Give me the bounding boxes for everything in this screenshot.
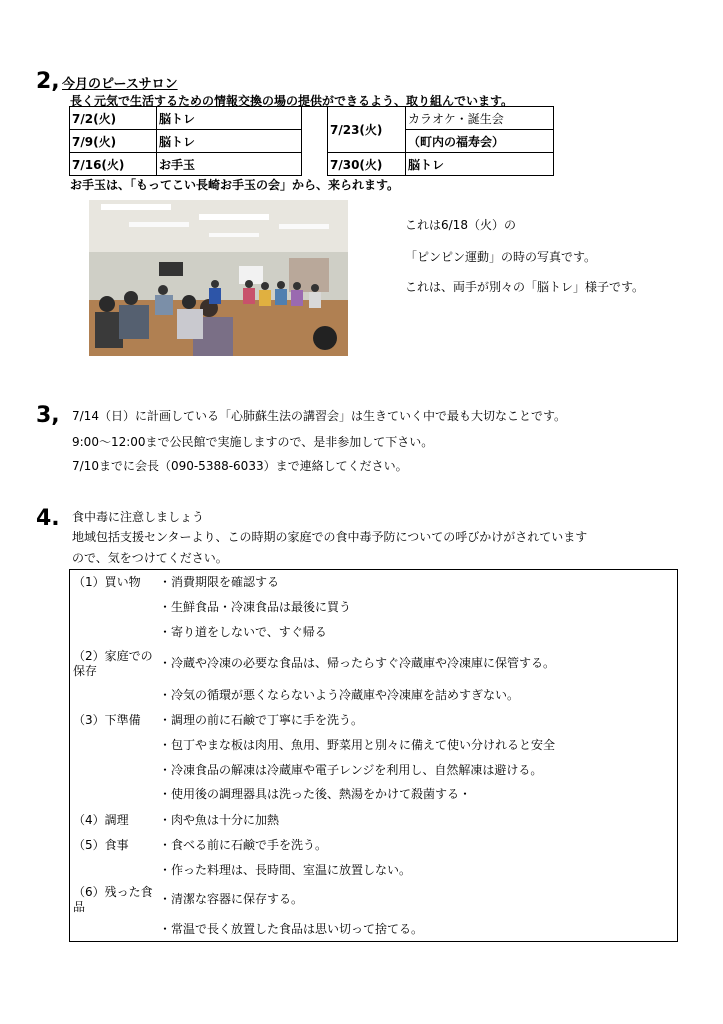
section-2-title: 今月のピースサロン	[62, 77, 178, 92]
category-label: （2）家庭での保存	[73, 649, 153, 678]
schedule-event: 脳トレ	[406, 153, 554, 176]
category-item: ・生鮮食品・冷凍食品は最後に買う	[159, 600, 352, 614]
section-4-intro-line1: 地域包括支援センターより、この時期の家庭での食中毒予防についての呼びかけがされています	[72, 530, 588, 544]
category-item: ・冷気の循環が悪くならないよう冷蔵庫や冷凍庫を詰めすぎない。	[159, 688, 520, 702]
section-3-number: 3,	[36, 403, 60, 428]
category-item: ・寄り道をしないで、すぐ帰る	[159, 625, 327, 639]
schedule-date: 7/23(火)	[328, 107, 406, 153]
section-4-number: 4.	[36, 506, 60, 531]
salon-photo-illustration	[89, 200, 348, 356]
schedule-event: 脳トレ	[157, 107, 302, 130]
schedule-row	[70, 130, 302, 153]
category-item: ・肉や魚は十分に加熱	[159, 813, 280, 827]
category-item: ・使用後の調理器具は洗った後、熱湯をかけて殺菌する・	[159, 787, 472, 801]
section-3-line3: 7/10までに会長（090-5388-6033）まで連絡してください。	[72, 459, 408, 473]
category-label: （1）買い物	[73, 575, 141, 589]
category-item: ・消費期限を確認する	[159, 575, 280, 589]
section-3-line2: 9:00～12:00まで公民館で実施しますので、是非参加して下さい。	[72, 435, 434, 449]
schedule-row	[70, 107, 302, 130]
category-item: ・食べる前に石鹸で手を洗う。	[159, 838, 328, 852]
category-item: ・作った料理は、長時間、室温に放置しない。	[159, 863, 412, 877]
schedule-date: 7/30(火)	[328, 153, 406, 176]
section-3-line1: 7/14（日）に計画している「心肺蘇生法の講習会」は生きていく中で最も大切なことです。	[72, 409, 566, 423]
salon-photo	[89, 200, 348, 356]
schedule-table-left	[69, 106, 302, 176]
category-item: ・冷凍食品の解凍は冷蔵庫や電子レンジを利用し、自然解凍は避ける。	[159, 763, 543, 777]
category-item: ・常温で長く放置した食品は思い切って捨てる。	[159, 922, 424, 936]
category-label: （6）残った食品	[73, 885, 153, 914]
category-label: （4）調理	[73, 813, 129, 827]
category-item: ・包丁やまな板は肉用、魚用、野菜用と別々に備えて使い分けれると安全	[159, 738, 556, 752]
category-label: （3）下準備	[73, 713, 141, 727]
category-item: ・清潔な容器に保存する。	[159, 892, 304, 906]
section-4-title: 食中毒に注意しましょう	[72, 510, 205, 524]
schedule-date: 7/9(火)	[70, 130, 157, 153]
category-label: （5）食事	[73, 838, 129, 852]
schedule-row	[328, 107, 554, 130]
schedule-event-line2: （町内の福寿会）	[406, 130, 554, 153]
schedule-row	[70, 153, 302, 176]
otedama-note: お手玉は、「もってこい長崎お手玉の会」から、来られます。	[70, 178, 400, 192]
section-2-number: 2,	[36, 69, 60, 94]
schedule-event: 脳トレ	[157, 130, 302, 153]
section-2-subtitle: 長く元気で生活するための情報交換の場の提供ができるよう、取り組んでいます。	[70, 94, 514, 108]
schedule-table-right	[327, 106, 554, 176]
schedule-event: お手玉	[157, 153, 302, 176]
schedule-row	[328, 153, 554, 176]
schedule-event-line1: カラオケ・誕生会	[406, 107, 554, 130]
food-safety-box	[69, 569, 678, 942]
category-item: ・冷蔵や冷凍の必要な食品は、帰ったらすぐ冷蔵庫や冷凍庫に保管する。	[159, 656, 556, 670]
schedule-date: 7/2(火)	[70, 107, 157, 130]
photo-caption-line2: 「ピンピン運動」の時の写真です。	[405, 250, 597, 264]
photo-caption-line1: これは6/18（火）の	[405, 218, 516, 232]
category-item: ・調理の前に石鹸で丁寧に手を洗う。	[159, 713, 364, 727]
schedule-date: 7/16(火)	[70, 153, 157, 176]
section-4-intro-line2: ので、気をつけてください。	[72, 551, 228, 565]
photo-caption-line3: これは、両手が別々の「脳トレ」様子です。	[405, 280, 645, 294]
